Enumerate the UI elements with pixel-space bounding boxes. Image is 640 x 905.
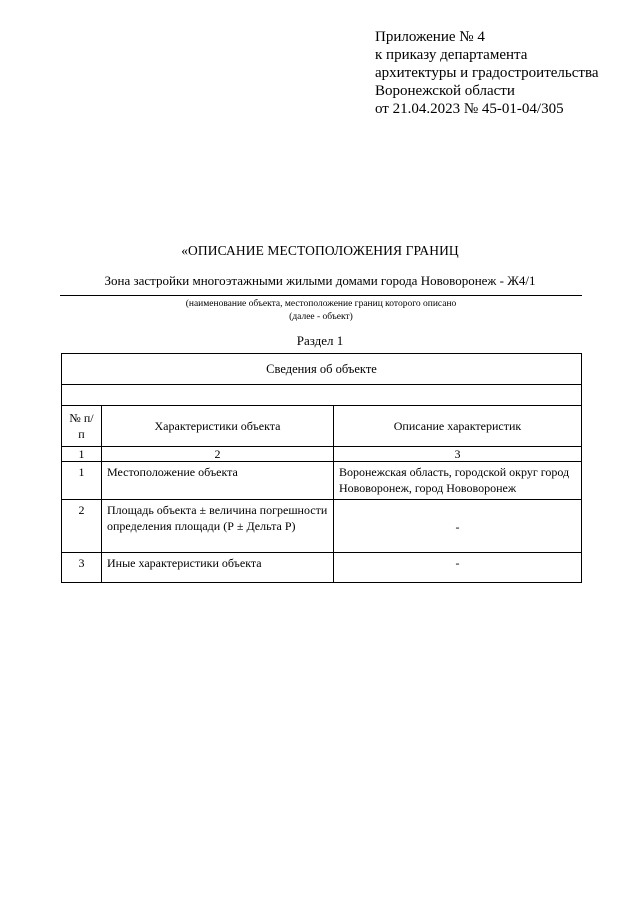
table-caption-row bbox=[62, 354, 582, 385]
blank-cell bbox=[62, 385, 582, 406]
appendix-line: к приказу департамента bbox=[375, 47, 528, 63]
table-row bbox=[62, 553, 582, 583]
appendix-line: Воронежской области bbox=[375, 83, 515, 99]
column-number: 1 bbox=[62, 447, 102, 462]
appendix-line: архитектуры и градостроительства bbox=[375, 65, 599, 81]
column-numbers-row bbox=[62, 447, 582, 462]
appendix-line: от 21.04.2023 № 45-01-04/305 bbox=[375, 101, 564, 117]
appendix-block bbox=[375, 28, 598, 118]
object-info-table bbox=[61, 353, 582, 583]
row-num: 2 bbox=[62, 500, 102, 553]
row-description: - bbox=[334, 500, 582, 553]
header-description: Описание характеристик bbox=[334, 406, 582, 447]
table-header-row bbox=[62, 406, 582, 447]
table-blank-row bbox=[62, 385, 582, 406]
object-caption-line: (наименование объекта, местоположение границ которого описано bbox=[185, 299, 457, 309]
appendix-line: Приложение № 4 bbox=[375, 29, 485, 45]
row-characteristic: Площадь объекта ± величина погрешности определения площади (Р ± Дельта Р) bbox=[102, 500, 334, 553]
table-row bbox=[62, 462, 582, 500]
row-characteristic: Местоположение объекта bbox=[102, 462, 334, 500]
object-caption bbox=[60, 298, 582, 324]
row-num: 3 bbox=[62, 553, 102, 583]
table-row bbox=[62, 500, 582, 553]
header-characteristic: Характеристики объекта bbox=[102, 406, 334, 447]
row-description: Воронежская область, городской округ город Нововоронеж, город Нововоронеж bbox=[334, 462, 582, 500]
row-num: 1 bbox=[62, 462, 102, 500]
row-characteristic: Иные характеристики объекта bbox=[102, 553, 334, 583]
object-name: Зона застройки многоэтажными жилыми домами города Нововоронеж - Ж4/1 bbox=[104, 273, 536, 288]
header-num: № п/п bbox=[62, 406, 102, 447]
column-number: 3 bbox=[334, 447, 582, 462]
object-name-underline bbox=[60, 295, 582, 296]
section-heading: Раздел 1 bbox=[296, 333, 344, 348]
row-description: - bbox=[334, 553, 582, 583]
table-caption: Сведения об объекте bbox=[62, 354, 582, 385]
object-caption-line: (далее - объект) bbox=[289, 312, 353, 322]
column-number: 2 bbox=[102, 447, 334, 462]
document-title: «ОПИСАНИЕ МЕСТОПОЛОЖЕНИЯ ГРАНИЦ bbox=[181, 243, 459, 258]
